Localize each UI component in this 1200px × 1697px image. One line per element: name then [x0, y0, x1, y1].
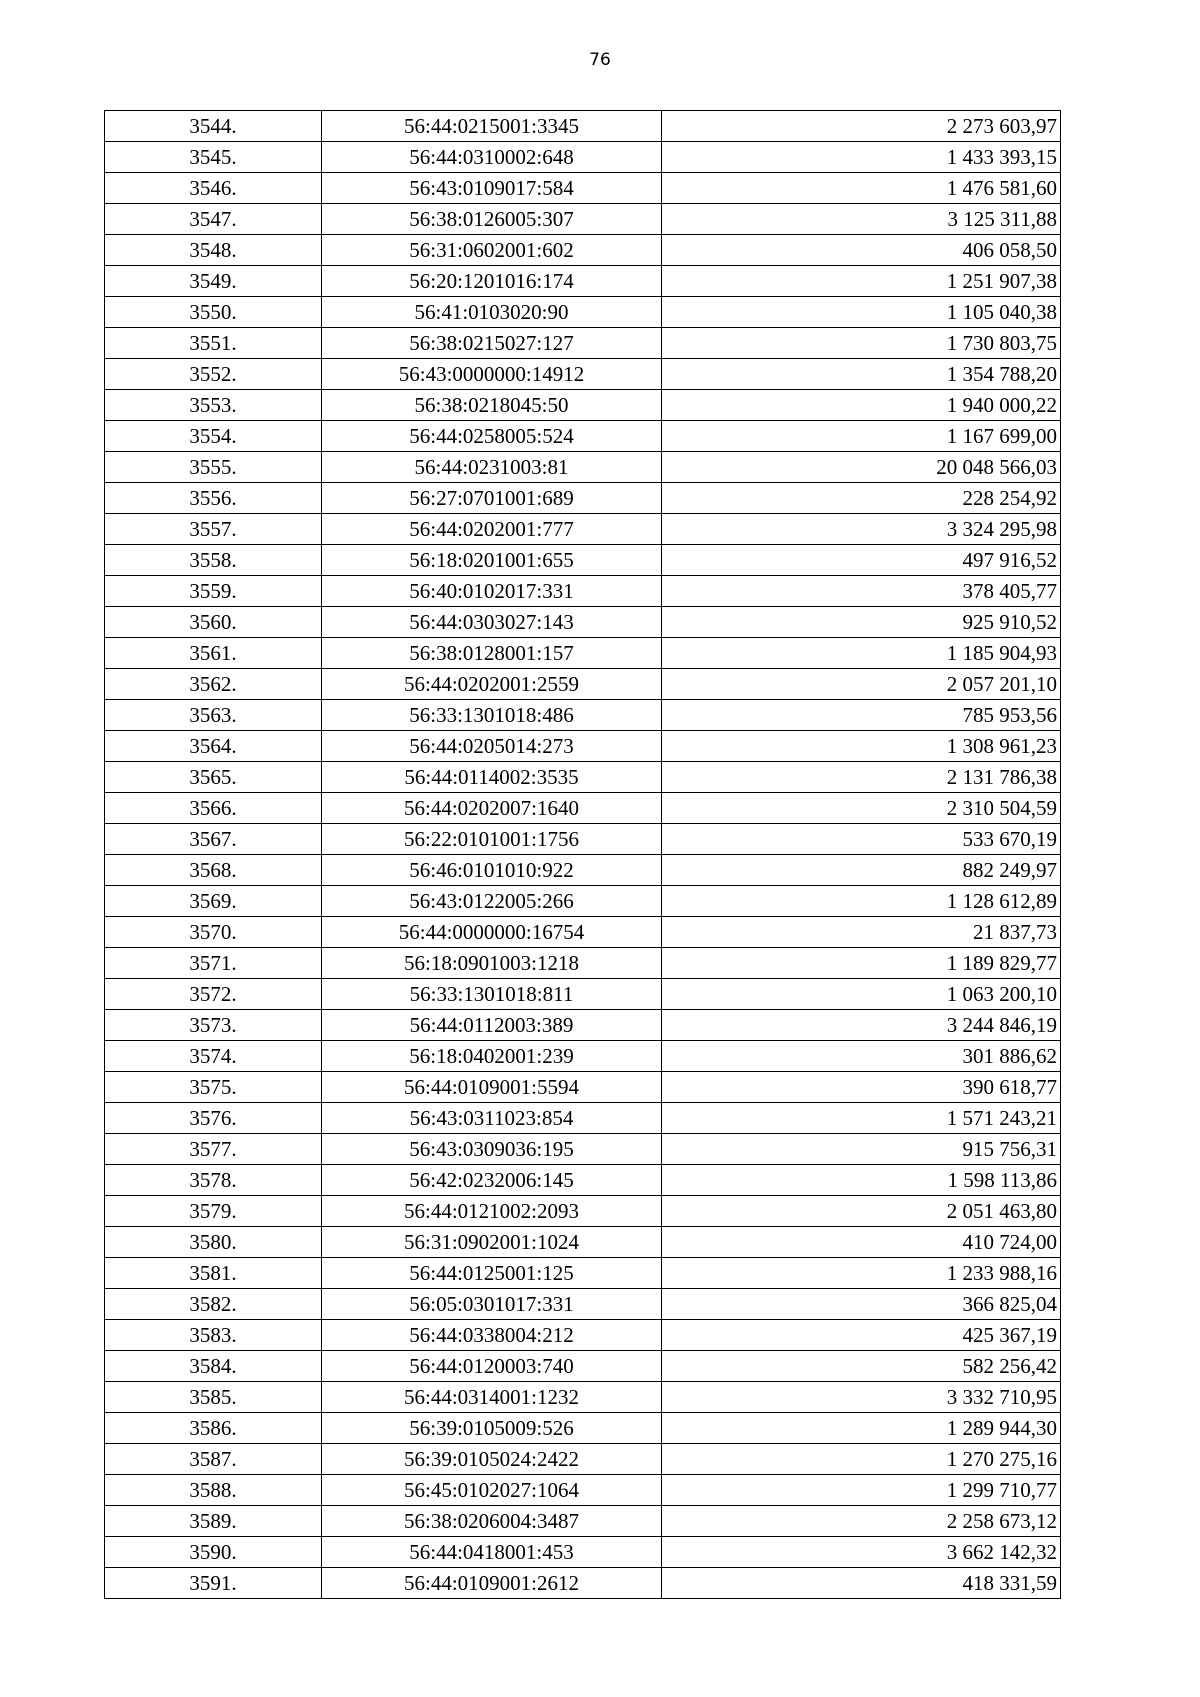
- table-row: [105, 1072, 1061, 1103]
- cadastral-value-cell: 406 058,50: [662, 235, 1061, 266]
- row-number-cell: 3555.: [105, 452, 322, 483]
- cadastral-number-cell: 56:38:0215027:127: [322, 328, 662, 359]
- cadastral-number-cell: 56:43:0000000:14912: [322, 359, 662, 390]
- table-row: [105, 1165, 1061, 1196]
- cadastral-value-cell: 228 254,92: [662, 483, 1061, 514]
- cadastral-number-cell: 56:44:0310002:648: [322, 142, 662, 173]
- row-number-cell: 3574.: [105, 1041, 322, 1072]
- row-number-cell: 3561.: [105, 638, 322, 669]
- table-row: [105, 1010, 1061, 1041]
- page-number: 76: [589, 50, 611, 70]
- table-row: [105, 1444, 1061, 1475]
- cadastral-value-cell: 925 910,52: [662, 607, 1061, 638]
- row-number-cell: 3591.: [105, 1568, 322, 1599]
- cadastral-number-cell: 56:20:1201016:174: [322, 266, 662, 297]
- cadastral-number-cell: 56:44:0202001:2559: [322, 669, 662, 700]
- cadastral-number-cell: 56:44:0120003:740: [322, 1351, 662, 1382]
- table-row: [105, 142, 1061, 173]
- cadastral-value-cell: 1 128 612,89: [662, 886, 1061, 917]
- row-number-cell: 3553.: [105, 390, 322, 421]
- cadastral-number-cell: 56:43:0309036:195: [322, 1134, 662, 1165]
- row-number-cell: 3557.: [105, 514, 322, 545]
- table-row: [105, 1103, 1061, 1134]
- cadastral-number-cell: 56:44:0114002:3535: [322, 762, 662, 793]
- table-row: [105, 421, 1061, 452]
- cadastral-number-cell: 56:43:0311023:854: [322, 1103, 662, 1134]
- cadastral-value-cell: 1 270 275,16: [662, 1444, 1061, 1475]
- row-number-cell: 3549.: [105, 266, 322, 297]
- cadastral-value-cell: 882 249,97: [662, 855, 1061, 886]
- table-row: [105, 235, 1061, 266]
- cadastral-number-cell: 56:18:0201001:655: [322, 545, 662, 576]
- cadastral-value-cell: 3 324 295,98: [662, 514, 1061, 545]
- table-row: [105, 886, 1061, 917]
- cadastral-number-cell: 56:40:0102017:331: [322, 576, 662, 607]
- row-number-cell: 3580.: [105, 1227, 322, 1258]
- cadastral-number-cell: 56:44:0231003:81: [322, 452, 662, 483]
- row-number-cell: 3584.: [105, 1351, 322, 1382]
- table-row: [105, 1227, 1061, 1258]
- row-number-cell: 3558.: [105, 545, 322, 576]
- cadastral-value-cell: 1 354 788,20: [662, 359, 1061, 390]
- row-number-cell: 3545.: [105, 142, 322, 173]
- cadastral-number-cell: 56:27:0701001:689: [322, 483, 662, 514]
- table-row: [105, 390, 1061, 421]
- row-number-cell: 3579.: [105, 1196, 322, 1227]
- table-row: [105, 1196, 1061, 1227]
- cadastral-number-cell: 56:44:0112003:389: [322, 1010, 662, 1041]
- cadastral-value-cell: 378 405,77: [662, 576, 1061, 607]
- row-number-cell: 3562.: [105, 669, 322, 700]
- row-number-cell: 3573.: [105, 1010, 322, 1041]
- row-number-cell: 3590.: [105, 1537, 322, 1568]
- cadastral-number-cell: 56:38:0126005:307: [322, 204, 662, 235]
- cadastral-number-cell: 56:42:0232006:145: [322, 1165, 662, 1196]
- row-number-cell: 3566.: [105, 793, 322, 824]
- cadastral-value-cell: 3 125 311,88: [662, 204, 1061, 235]
- row-number-cell: 3585.: [105, 1382, 322, 1413]
- table-row: [105, 731, 1061, 762]
- table-row: [105, 483, 1061, 514]
- table-row: [105, 607, 1061, 638]
- row-number-cell: 3587.: [105, 1444, 322, 1475]
- cadastral-value-cell: 1 189 829,77: [662, 948, 1061, 979]
- cadastral-value-table: [104, 110, 1061, 1599]
- cadastral-number-cell: 56:44:0125001:125: [322, 1258, 662, 1289]
- table-row: [105, 514, 1061, 545]
- cadastral-number-cell: 56:44:0109001:5594: [322, 1072, 662, 1103]
- cadastral-number-cell: 56:39:0105009:526: [322, 1413, 662, 1444]
- row-number-cell: 3559.: [105, 576, 322, 607]
- row-number-cell: 3581.: [105, 1258, 322, 1289]
- cadastral-number-cell: 56:44:0215001:3345: [322, 111, 662, 142]
- cadastral-number-cell: 56:39:0105024:2422: [322, 1444, 662, 1475]
- cadastral-value-cell: 1 598 113,86: [662, 1165, 1061, 1196]
- row-number-cell: 3560.: [105, 607, 322, 638]
- row-number-cell: 3563.: [105, 700, 322, 731]
- cadastral-number-cell: 56:46:0101010:922: [322, 855, 662, 886]
- cadastral-value-cell: 21 837,73: [662, 917, 1061, 948]
- cadastral-value-cell: 425 367,19: [662, 1320, 1061, 1351]
- row-number-cell: 3544.: [105, 111, 322, 142]
- row-number-cell: 3570.: [105, 917, 322, 948]
- cadastral-value-cell: 2 051 463,80: [662, 1196, 1061, 1227]
- row-number-cell: 3564.: [105, 731, 322, 762]
- cadastral-value-cell: 1 308 961,23: [662, 731, 1061, 762]
- table-row: [105, 1351, 1061, 1382]
- row-number-cell: 3583.: [105, 1320, 322, 1351]
- cadastral-number-cell: 56:33:1301018:811: [322, 979, 662, 1010]
- cadastral-number-cell: 56:33:1301018:486: [322, 700, 662, 731]
- row-number-cell: 3588.: [105, 1475, 322, 1506]
- cadastral-value-cell: 582 256,42: [662, 1351, 1061, 1382]
- cadastral-value-cell: 3 332 710,95: [662, 1382, 1061, 1413]
- table-row: [105, 1382, 1061, 1413]
- cadastral-number-cell: 56:31:0602001:602: [322, 235, 662, 266]
- cadastral-value-cell: 390 618,77: [662, 1072, 1061, 1103]
- row-number-cell: 3565.: [105, 762, 322, 793]
- cadastral-value-cell: 3 244 846,19: [662, 1010, 1061, 1041]
- table-row: [105, 1568, 1061, 1599]
- table-row: [105, 638, 1061, 669]
- table-row: [105, 1041, 1061, 1072]
- table-row: [105, 1413, 1061, 1444]
- cadastral-value-cell: 1 105 040,38: [662, 297, 1061, 328]
- table-row: [105, 1258, 1061, 1289]
- cadastral-number-cell: 56:44:0205014:273: [322, 731, 662, 762]
- table-row: [105, 576, 1061, 607]
- table-row: [105, 855, 1061, 886]
- table-row: [105, 328, 1061, 359]
- cadastral-number-cell: 56:44:0314001:1232: [322, 1382, 662, 1413]
- table-row: [105, 452, 1061, 483]
- table-row: [105, 173, 1061, 204]
- cadastral-number-cell: 56:05:0301017:331: [322, 1289, 662, 1320]
- cadastral-value-cell: 2 273 603,97: [662, 111, 1061, 142]
- cadastral-number-cell: 56:45:0102027:1064: [322, 1475, 662, 1506]
- cadastral-number-cell: 56:18:0901003:1218: [322, 948, 662, 979]
- cadastral-value-cell: 418 331,59: [662, 1568, 1061, 1599]
- cadastral-value-cell: 1 571 243,21: [662, 1103, 1061, 1134]
- table-row: [105, 204, 1061, 235]
- row-number-cell: 3586.: [105, 1413, 322, 1444]
- cadastral-value-cell: 497 916,52: [662, 545, 1061, 576]
- cadastral-number-cell: 56:44:0303027:143: [322, 607, 662, 638]
- table-row: [105, 700, 1061, 731]
- table-row: [105, 1506, 1061, 1537]
- row-number-cell: 3569.: [105, 886, 322, 917]
- cadastral-value-cell: 1 185 904,93: [662, 638, 1061, 669]
- row-number-cell: 3548.: [105, 235, 322, 266]
- row-number-cell: 3572.: [105, 979, 322, 1010]
- row-number-cell: 3578.: [105, 1165, 322, 1196]
- cadastral-value-cell: 1 289 944,30: [662, 1413, 1061, 1444]
- cadastral-value-cell: 301 886,62: [662, 1041, 1061, 1072]
- cadastral-number-cell: 56:44:0338004:212: [322, 1320, 662, 1351]
- table-row: [105, 1289, 1061, 1320]
- cadastral-value-cell: 915 756,31: [662, 1134, 1061, 1165]
- cadastral-value-cell: 1 233 988,16: [662, 1258, 1061, 1289]
- cadastral-number-cell: 56:38:0128001:157: [322, 638, 662, 669]
- row-number-cell: 3554.: [105, 421, 322, 452]
- cadastral-number-cell: 56:38:0206004:3487: [322, 1506, 662, 1537]
- cadastral-value-cell: 410 724,00: [662, 1227, 1061, 1258]
- cadastral-value-cell: 1 299 710,77: [662, 1475, 1061, 1506]
- cadastral-number-cell: 56:22:0101001:1756: [322, 824, 662, 855]
- cadastral-value-cell: 2 310 504,59: [662, 793, 1061, 824]
- table-row: [105, 793, 1061, 824]
- cadastral-value-cell: 1 063 200,10: [662, 979, 1061, 1010]
- cadastral-value-cell: 20 048 566,03: [662, 452, 1061, 483]
- row-number-cell: 3550.: [105, 297, 322, 328]
- table-row: [105, 762, 1061, 793]
- cadastral-number-cell: 56:44:0202001:777: [322, 514, 662, 545]
- cadastral-number-cell: 56:44:0121002:2093: [322, 1196, 662, 1227]
- table-row: [105, 917, 1061, 948]
- cadastral-value-cell: 3 662 142,32: [662, 1537, 1061, 1568]
- table-row: [105, 545, 1061, 576]
- cadastral-value-cell: 1 433 393,15: [662, 142, 1061, 173]
- table-body: [105, 111, 1061, 1599]
- table-row: [105, 266, 1061, 297]
- cadastral-value-cell: 2 131 786,38: [662, 762, 1061, 793]
- cadastral-number-cell: 56:44:0418001:453: [322, 1537, 662, 1568]
- table-row: [105, 1134, 1061, 1165]
- cadastral-number-cell: 56:44:0202007:1640: [322, 793, 662, 824]
- cadastral-number-cell: 56:43:0109017:584: [322, 173, 662, 204]
- cadastral-value-cell: 2 258 673,12: [662, 1506, 1061, 1537]
- cadastral-number-cell: 56:44:0000000:16754: [322, 917, 662, 948]
- cadastral-number-cell: 56:41:0103020:90: [322, 297, 662, 328]
- table-row: [105, 359, 1061, 390]
- row-number-cell: 3571.: [105, 948, 322, 979]
- row-number-cell: 3547.: [105, 204, 322, 235]
- cadastral-number-cell: 56:31:0902001:1024: [322, 1227, 662, 1258]
- row-number-cell: 3546.: [105, 173, 322, 204]
- cadastral-number-cell: 56:44:0258005:524: [322, 421, 662, 452]
- table-row: [105, 669, 1061, 700]
- row-number-cell: 3577.: [105, 1134, 322, 1165]
- cadastral-value-cell: 1 476 581,60: [662, 173, 1061, 204]
- cadastral-value-cell: 533 670,19: [662, 824, 1061, 855]
- row-number-cell: 3568.: [105, 855, 322, 886]
- cadastral-number-cell: 56:38:0218045:50: [322, 390, 662, 421]
- table-row: [105, 297, 1061, 328]
- cadastral-number-cell: 56:44:0109001:2612: [322, 1568, 662, 1599]
- row-number-cell: 3589.: [105, 1506, 322, 1537]
- row-number-cell: 3552.: [105, 359, 322, 390]
- cadastral-value-cell: 1 730 803,75: [662, 328, 1061, 359]
- table-row: [105, 1475, 1061, 1506]
- cadastral-value-cell: 2 057 201,10: [662, 669, 1061, 700]
- table-row: [105, 824, 1061, 855]
- table-row: [105, 979, 1061, 1010]
- row-number-cell: 3556.: [105, 483, 322, 514]
- cadastral-number-cell: 56:43:0122005:266: [322, 886, 662, 917]
- table-row: [105, 948, 1061, 979]
- row-number-cell: 3575.: [105, 1072, 322, 1103]
- cadastral-value-cell: 785 953,56: [662, 700, 1061, 731]
- cadastral-value-cell: 1 251 907,38: [662, 266, 1061, 297]
- cadastral-number-cell: 56:18:0402001:239: [322, 1041, 662, 1072]
- table-row: [105, 1320, 1061, 1351]
- row-number-cell: 3576.: [105, 1103, 322, 1134]
- row-number-cell: 3567.: [105, 824, 322, 855]
- row-number-cell: 3551.: [105, 328, 322, 359]
- table-row: [105, 1537, 1061, 1568]
- row-number-cell: 3582.: [105, 1289, 322, 1320]
- cadastral-value-cell: 366 825,04: [662, 1289, 1061, 1320]
- cadastral-value-cell: 1 940 000,22: [662, 390, 1061, 421]
- table-row: [105, 111, 1061, 142]
- cadastral-value-cell: 1 167 699,00: [662, 421, 1061, 452]
